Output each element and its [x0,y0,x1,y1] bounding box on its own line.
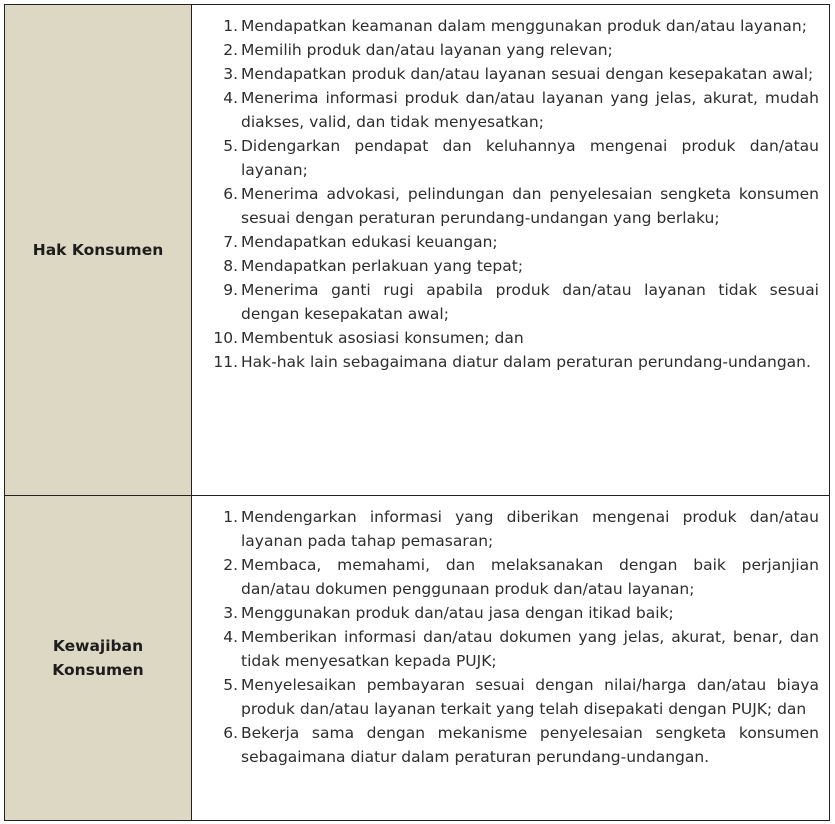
table-row-kewajiban-konsumen [5,496,830,821]
numbered-list [192,5,829,374]
list-item-text: Mendapatkan perlakuan yang tepat; [241,257,524,275]
list-item-text: Didengarkan pendapat dan keluhannya mengenai produk dan/atau layanan; [241,137,819,179]
list-item [192,553,829,601]
list-item [192,254,829,278]
row-label: Kewajiban Konsumen [52,637,144,679]
list-item [192,134,829,182]
list-item-number: 1. [223,508,238,526]
list-item-number: 1. [223,17,238,35]
list-item-text: Membentuk asosiasi konsumen; dan [241,329,524,347]
list-item [192,625,829,673]
list-item-number: 4. [223,89,238,107]
list-item-number: 2. [223,556,238,574]
list-item-number: 5. [223,137,238,155]
list-item-text: Mendapatkan edukasi keuangan; [241,233,498,251]
list-item [192,350,829,374]
list-item [192,505,829,553]
list-item-number: 6. [223,185,238,203]
row-label-cell [5,496,192,821]
list-item [192,278,829,326]
list-item-text: Menerima informasi produk dan/atau layanan yang jelas, akurat, mudah diakses, valid, dan tidak menyesatkan; [241,89,819,131]
list-item-number: 4. [223,628,238,646]
list-item-text: Hak-hak lain sebagaimana diatur dalam peraturan perundang-undangan. [241,353,811,371]
list-item [192,14,829,38]
list-item [192,182,829,230]
list-item-number: 3. [223,65,238,83]
row-content-cell [192,5,830,496]
list-item-text: Menyelesaikan pembayaran sesuai dengan nilai/harga dan/atau biaya produk dan/atau layanan terkait yang telah disepakati dengan PUJK; dan [241,676,819,718]
list-item-text: Memilih produk dan/atau layanan yang relevan; [241,41,613,59]
list-item-number: 11. [213,353,238,371]
list-item [192,230,829,254]
list-item-text: Membaca, memahami, dan melaksanakan dengan baik perjanjian dan/atau dokumen penggunaan produk dan/atau layanan; [241,556,819,598]
list-item-number: 3. [223,604,238,622]
list-item [192,86,829,134]
row-label-cell [5,5,192,496]
list-item-number: 2. [223,41,238,59]
list-item [192,721,829,769]
list-item-text: Mendapatkan produk dan/atau layanan sesuai dengan kesepakatan awal; [241,65,814,83]
list-item [192,326,829,350]
list-item-text: Memberikan informasi dan/atau dokumen yang jelas, akurat, benar, dan tidak menyesatkan kepada PUJK; [241,628,819,670]
row-label: Hak Konsumen [32,241,164,259]
list-item-text: Mendapatkan keamanan dalam menggunakan produk dan/atau layanan; [241,17,807,35]
list-item-text: Menerima ganti rugi apabila produk dan/atau layanan tidak sesuai dengan kesepakatan awal; [241,281,819,323]
row-content-cell [192,496,830,821]
list-item [192,673,829,721]
list-item-text: Bekerja sama dengan mekanisme penyelesaian sengketa konsumen sebagaimana diatur dalam peraturan perundang-undangan. [241,724,819,766]
list-item-text: Mendengarkan informasi yang diberikan mengenai produk dan/atau layanan pada tahap pemasaran; [241,508,819,550]
list-item [192,601,829,625]
list-item-number: 8. [223,257,238,275]
numbered-list [192,496,829,769]
list-item-number: 9. [223,281,238,299]
list-item [192,38,829,62]
list-item-number: 6. [223,724,238,742]
list-item [192,62,829,86]
list-item-number: 10. [213,329,238,347]
list-item-text: Menerima advokasi, pelindungan dan penyelesaian sengketa konsumen sesuai dengan peraturan perundang-undangan yang berlaku; [241,185,819,227]
table-row-hak-konsumen [5,5,830,496]
list-item-text: Menggunakan produk dan/atau jasa dengan itikad baik; [241,604,674,622]
list-item-number: 7. [223,233,238,251]
list-item-number: 5. [223,676,238,694]
consumer-rights-table [4,4,830,821]
